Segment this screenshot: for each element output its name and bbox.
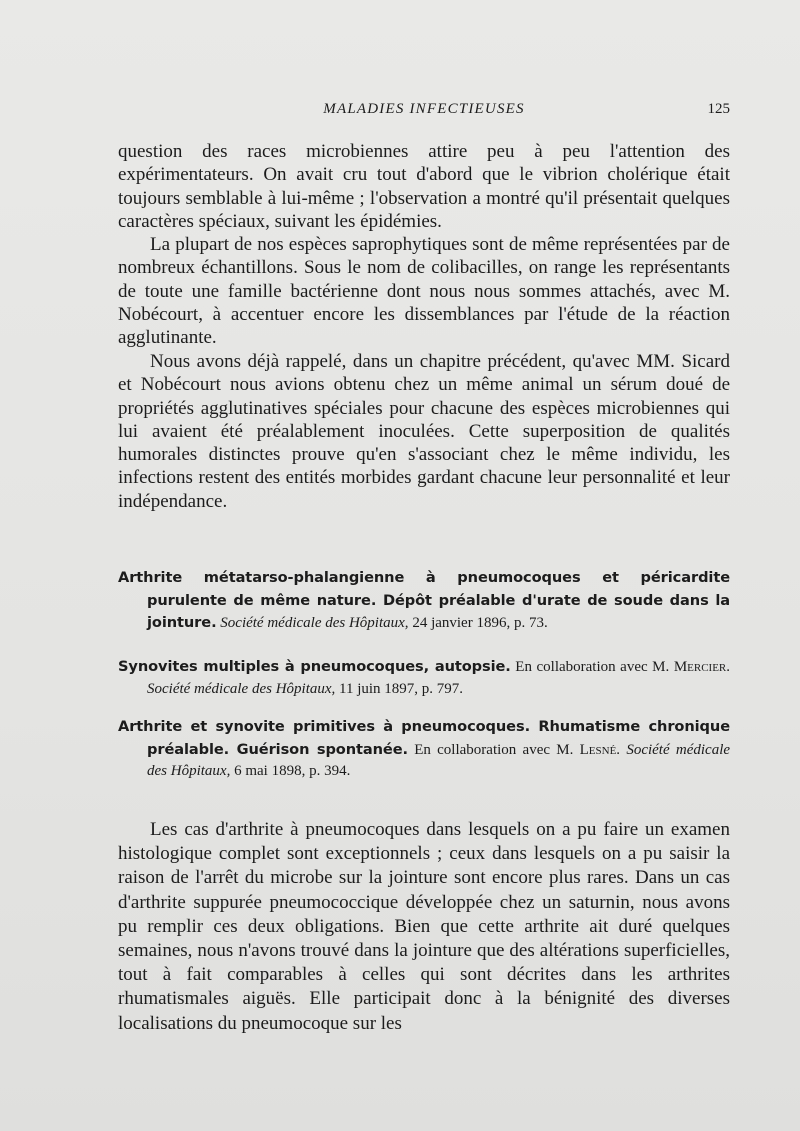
page-number: 125 <box>707 101 730 117</box>
bibliography-entry-3 <box>118 716 730 783</box>
entry-collab-prefix: En collaboration avec M. <box>515 659 670 675</box>
page-header <box>118 98 730 122</box>
entry-collaborator: Mercier. <box>673 659 731 675</box>
entry-details: 11 juin 1897, p. 797. <box>339 680 464 697</box>
bibliography-entry-2 <box>118 656 730 700</box>
entry-collaborator: Lesné. <box>579 741 621 758</box>
entry-details: 6 mai 1898, p. 394. <box>234 763 351 779</box>
paragraph-1: question des races microbiennes attire peu à peu l'attention des expérimentateurs. On avait cru tout d'abord que le vibrion cholérique était toujours semblable à lui-même ; l'observation a montré qu'il présentait quelques caractères spéciaux, suivant les épidémies. <box>118 141 730 232</box>
entry-venue: Société médicale des Hôpitaux, <box>220 615 409 631</box>
entry-collab-prefix: En collaboration avec M. <box>414 741 574 758</box>
entry-title: Arthrite et synovite primitives à pneumocoques. Rhumatisme chronique préalable. Guérison spontanée. <box>118 718 730 758</box>
entry-venue: Société médicale des Hôpitaux, <box>147 680 336 697</box>
entry-title: Arthrite métatarso-phalangienne à pneumocoques et péricardite purulente de même nature. Dépôt préalable d'urate de soude dans la jointure. <box>118 569 730 631</box>
running-title: MALADIES INFECTIEUSES <box>323 101 525 117</box>
paragraph-3: Nous avons déjà rappelé, dans un chapitre précédent, qu'avec MM. Sicard et Nobécourt nous avions obtenu chez un même animal un sérum doué de propriétés agglutinatives spéciales pour chacune des espèces microbiennes qui lui avaient été préalablement inoculées. Cette superposition de qualités humorales distinctes prouve qu'en s'associant chez le même individu, les infections restent des entités morbides gardant chacune leur personnalité et leur indépendance. <box>118 351 730 512</box>
bibliography-entry-1 <box>118 567 730 635</box>
entry-title: Synovites multiples à pneumocoques, autopsie. <box>118 658 511 675</box>
entry-details: 24 janvier 1896, p. 73. <box>412 615 548 631</box>
paragraph-2: La plupart de nos espèces saprophytiques sont de même représentées par de nombreux échantillons. Sous le nom de colibacilles, on range les représentants de toute une famille bactérienne dont nous nous sommes attachés, avec M. Nobécourt, à accentuer encore les dissemblances par l'étude de la réaction agglutinante. <box>118 234 730 349</box>
paragraph-4: Les cas d'arthrite à pneumocoques dans lesquels on a pu faire un examen histologique complet sont exceptionnels ; ceux dans lesquels on a pu saisir la raison de l'arrêt du microbe sur la jointure sont encore plus rares. Dans un cas d'arthrite suppurée pneumococcique développée chez un saturnin, nous avons pu remplir ces deux obligations. Bien que cette arthrite ait duré quelques semaines, nous n'avons trouvé dans la jointure que des altérations superficielles, tout à fait comparables à celles qui sont décrites dans les arthrites rhumatismales aiguës. Elle participait donc à la bénignité des diverses localisations du pneumocoque sur les <box>118 819 730 1034</box>
entry-venue: Société médicale des Hôpitaux, <box>147 741 731 779</box>
